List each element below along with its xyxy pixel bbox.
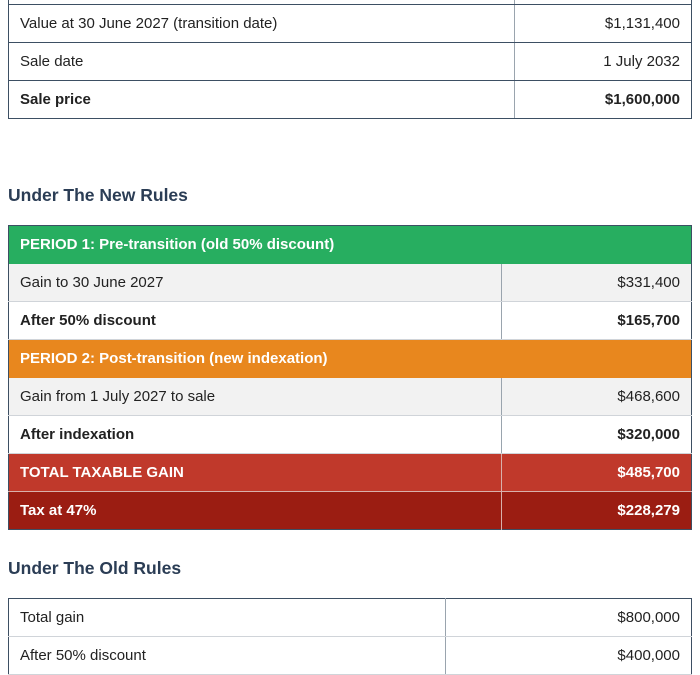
period1-header-row <box>9 226 692 264</box>
sale-price-value: $1,600,000 <box>515 81 692 119</box>
table-row <box>9 599 692 637</box>
period2-header-row <box>9 340 692 378</box>
new-rules-table <box>8 225 692 530</box>
period1-gain-value: $331,400 <box>502 264 692 302</box>
total-taxable-gain-label: TOTAL TAXABLE GAIN <box>9 454 502 492</box>
table-row <box>9 43 692 81</box>
old-rules-heading: Under The Old Rules <box>8 558 182 578</box>
total-taxable-gain-row <box>9 454 692 492</box>
table-row <box>9 416 692 454</box>
transition-value-label: Value at 30 June 2027 (transition date) <box>9 5 515 43</box>
period2-title: PERIOD 2: Post-transition (new indexation) <box>9 340 692 378</box>
table-row <box>9 264 692 302</box>
period2-after-value: $320,000 <box>502 416 692 454</box>
table-row <box>9 5 692 43</box>
period2-after-label: After indexation <box>9 416 502 454</box>
old-rules-table <box>8 598 692 675</box>
period1-gain-label: Gain to 30 June 2027 <box>9 264 502 302</box>
period1-after-label: After 50% discount <box>9 302 502 340</box>
old-after-discount-value: $400,000 <box>446 637 692 675</box>
total-taxable-gain-value: $485,700 <box>502 454 692 492</box>
tax-row <box>9 492 692 530</box>
tax-value: $228,279 <box>502 492 692 530</box>
sale-date-value: 1 July 2032 <box>515 43 692 81</box>
period2-gain-value: $468,600 <box>502 378 692 416</box>
table-row <box>9 81 692 119</box>
period1-after-value: $165,700 <box>502 302 692 340</box>
old-after-discount-label: After 50% discount <box>9 637 446 675</box>
transition-value-value: $1,131,400 <box>515 5 692 43</box>
total-gain-label: Total gain <box>9 599 446 637</box>
property-details-table <box>8 0 692 119</box>
total-gain-value: $800,000 <box>446 599 692 637</box>
table-row <box>9 637 692 675</box>
table-row <box>9 378 692 416</box>
sale-date-label: Sale date <box>9 43 515 81</box>
period2-gain-label: Gain from 1 July 2027 to sale <box>9 378 502 416</box>
tax-label: Tax at 47% <box>9 492 502 530</box>
table-row <box>9 302 692 340</box>
period1-title: PERIOD 1: Pre-transition (old 50% discount) <box>9 226 692 264</box>
sale-price-label: Sale price <box>9 81 515 119</box>
new-rules-heading: Under The New Rules <box>8 185 188 205</box>
